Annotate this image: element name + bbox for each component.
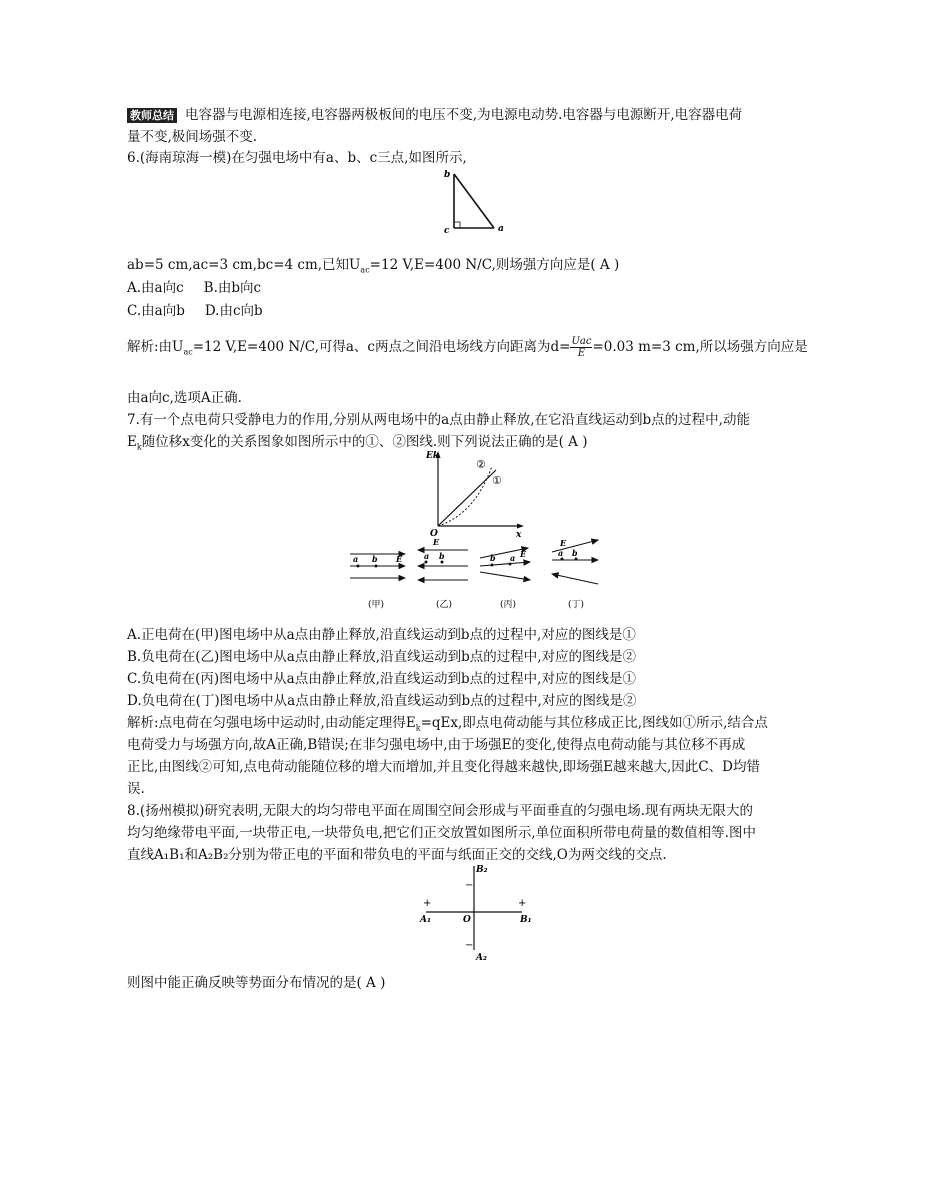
q7-option-b: B.负电荷在(乙)图电场中从a点由静止释放,沿直线运动到b点的过程中,对应的图线是②	[127, 649, 637, 665]
q6-triangle-figure	[438, 166, 518, 240]
q6-cond-pre: ab=5 cm,ac=3 cm,bc=4 cm,已知U	[127, 257, 361, 273]
bing-a: a	[510, 553, 516, 563]
label-c: c	[444, 226, 450, 236]
bing-caption: (丙)	[500, 600, 517, 610]
ek-x-graph	[420, 448, 530, 538]
summary-line-2: 量不变,极间场强不变.	[127, 129, 258, 145]
summary-line-1	[127, 106, 742, 124]
frac-numerator: Uac	[571, 336, 592, 347]
q8-stem-2: 均匀绝缘带电平面,一块带正电,一块带负电,把它们正交放置如图所示,单位面积所带电荷量的数值相等.图中	[127, 825, 756, 841]
q6-stem: 6.(海南琼海一模)在匀强电场中有a、b、c三点,如图所示,	[127, 150, 467, 166]
q7-solution-4: 误.	[127, 781, 145, 797]
jia-caption: (甲)	[368, 600, 385, 610]
frac-denominator: E	[577, 348, 586, 359]
yi-caption: (乙)	[436, 600, 453, 610]
q7-stem2-pre: E	[127, 434, 137, 450]
x-axis-arrow	[517, 524, 524, 529]
ding-b: b	[572, 548, 578, 558]
x-axis-label: x	[516, 530, 522, 538]
q8-planes-figure	[418, 860, 538, 964]
origin-label: O	[430, 529, 438, 538]
label-o: O	[463, 915, 471, 925]
yi-a: a	[424, 551, 430, 561]
label-b: b	[444, 170, 451, 180]
d-fraction	[570, 336, 592, 359]
q6-options-row-1	[127, 279, 261, 297]
q7-stem-1: 7.有一个点电荷只受静电力的作用,分别从两电场中的a点由静止释放,在它沿直线运动到b点的过程中,动能	[127, 412, 750, 428]
q6-cond-post: =12 V,E=400 N/C,则场强方向应是( A )	[369, 257, 620, 273]
right-angle-mark	[454, 222, 460, 228]
q6-conditions	[127, 256, 619, 280]
q6-sol-mid: =12 V,E=400 N/C,可得a、c两点之间沿电场线方向距离为d=	[192, 339, 571, 355]
curve-1-label: ①	[492, 474, 502, 487]
q6-option-d: D.由c向b	[204, 303, 263, 319]
field-panels	[340, 532, 610, 614]
line-1	[438, 470, 496, 526]
curve-2	[438, 466, 492, 526]
q6-solution-line-2: 由a向c,选项A正确.	[127, 390, 242, 406]
minus-sign-bottom: −	[465, 940, 474, 951]
panel-yi	[418, 537, 468, 610]
q6-cond-sub: ac	[360, 265, 370, 275]
q6-options-row-2	[127, 302, 263, 320]
q7-option-d: D.负电荷在(丁)图电场中从a点由静止释放,沿直线运动到b点的过程中,对应的图线是②	[127, 693, 637, 709]
plus-sign-right: +	[518, 898, 527, 909]
q6-option-c: C.由a向b	[127, 303, 185, 319]
q6-option-a: A.由a向c	[127, 280, 184, 296]
q7-solution-3: 正比,由图线②可知,点电荷动能随位移的增大而增加,并且变化得越来越快,即场强E越来越大,因此C、D均错	[127, 759, 760, 775]
y-axis-label: Ek	[426, 451, 440, 461]
q6-solution	[127, 335, 808, 365]
label-b2: B₂	[476, 865, 488, 875]
q6-sol-post: =0.03 m=3 cm,所以场强方向应是	[592, 339, 808, 355]
q7-sol1-post: =qEx,即点电荷动能与其位移成正比,图线如①所示,结合点	[420, 715, 768, 731]
q7-sol1-pre: 解析:点电荷在匀强电场中运动时,由动能定理得E	[127, 715, 416, 731]
q6-option-b: B.由b向c	[203, 280, 262, 296]
q8-stem-3: 直线A₁B₁和A₂B₂分别为带正电的平面和带负电的平面与纸面正交的交线,O为两交线的交点.	[127, 847, 667, 863]
ding-a: a	[558, 548, 564, 558]
panel-jia	[350, 554, 405, 610]
q6-sol-pre: 解析:由U	[127, 339, 184, 355]
panel-ding	[552, 538, 598, 610]
yi-E: E	[433, 537, 440, 547]
q7-option-c: C.负电荷在(丙)图电场中从a点由静止释放,沿直线运动到b点的过程中,对应的图线是①	[127, 671, 636, 687]
ab-side	[454, 174, 494, 228]
bing-b: b	[490, 553, 496, 563]
ding-E: E	[560, 538, 567, 548]
q8-stem-1: 8.(扬州模拟)研究表明,无限大的均匀带电平面在周围空间会形成与平面垂直的匀强电场.现有两块无限大的	[127, 803, 753, 819]
label-a2: A₂	[476, 953, 487, 963]
jia-a: a	[353, 554, 359, 564]
minus-sign-top: −	[465, 880, 474, 891]
summary-text-1: 电容器与电源相连接,电容器两极板间的电压不变,为电源电动势.电容器与电源断开,电容器电荷	[185, 107, 743, 123]
curve-2-label: ②	[476, 458, 486, 471]
plus-sign-left: +	[423, 898, 432, 909]
q7-solution-2: 电荷受力与场强方向,故A正确,B错误;在非匀强电场中,由于场强E的变化,使得点电荷动能与其位移不再成	[127, 737, 746, 753]
q7-stem2-post: 随位移x变化的关系图象如图所示中的①、②图线.则下列说法正确的是( A )	[141, 434, 588, 450]
yi-b: b	[439, 551, 445, 561]
bing-E: E	[520, 549, 527, 559]
label-b1: B₁	[520, 915, 532, 925]
label-a1: A₁	[420, 915, 431, 925]
teacher-summary-badge: 教师总结	[127, 108, 177, 123]
ding-caption: (丁)	[568, 600, 585, 610]
label-a: a	[498, 224, 504, 234]
panel-bing	[480, 548, 530, 610]
q7-solution-1	[127, 714, 768, 738]
q8-question: 则图中能正确反映等势面分布情况的是( A )	[127, 975, 386, 991]
jia-b: b	[372, 554, 378, 564]
q7-stem2-sub: k	[136, 442, 142, 452]
q7-option-a: A.正电荷在(甲)图电场中从a点由静止释放,沿直线运动到b点的过程中,对应的图线是①	[127, 627, 636, 643]
q6-sol-sub: ac	[183, 347, 193, 357]
jia-E: E	[396, 554, 403, 564]
q7-sol1-sub: k	[415, 723, 421, 733]
